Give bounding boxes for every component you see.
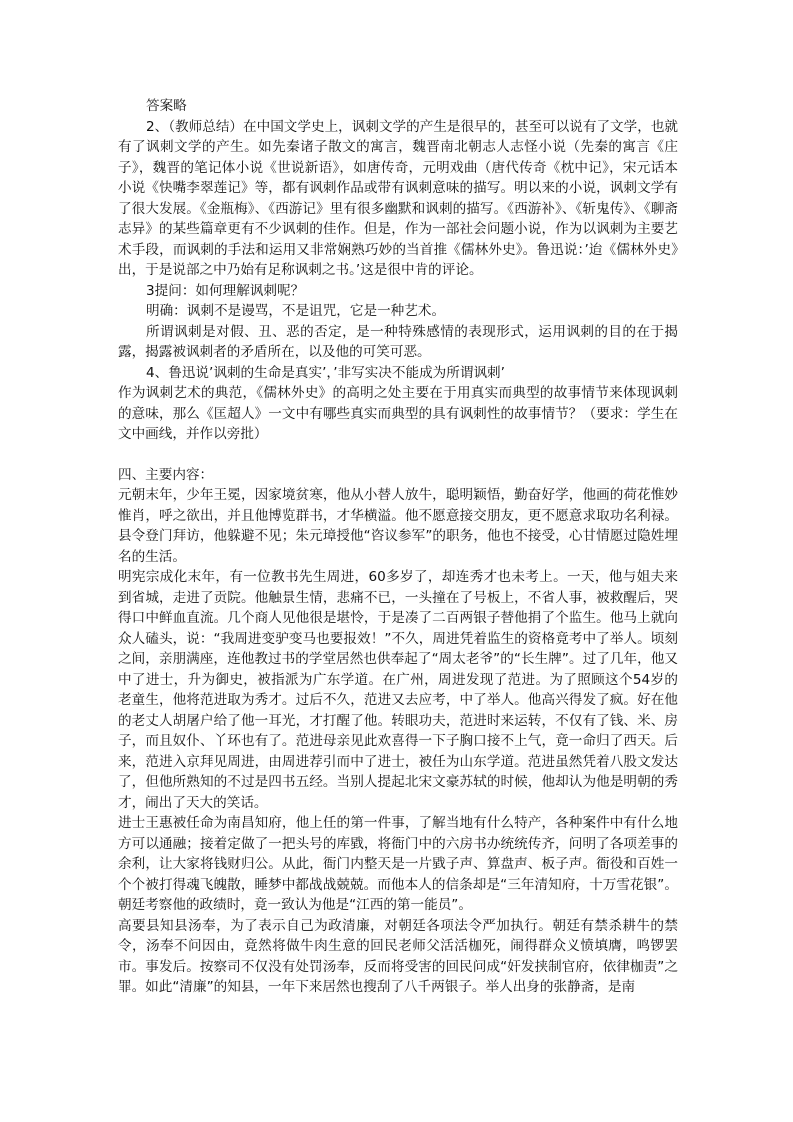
- question-3: 3提问：如何理解讽刺呢？: [146, 282, 305, 299]
- paragraph-teacher-summary: 2、（教师总结）在中国文学史上，讽刺文学的产生是很早的，甚至可以说有了文学，也就有了讽刺文学的产生。如先秦诸子散文的寓言，魏晋南北朝志人志怪小说（先秦的寓言《庄子》，魏晋的笔记体小说《世说新语》，如唐传奇，元明戏曲（唐代传奇《枕中记》，宋元话本小说《快嘴李翠莲记》等，都有讽刺作品或带有讽刺意味的描写。明以来的小说，讽刺文学有了很大发展。《金瓶梅》、《西游记》里有很多幽默和讽刺的描写。《西游补》、《斩鬼传》、《聊斋志异》的某些篇章更有不少讽刺的佳作。但是，作为一部社会问题小说，作为以讽刺为主要艺术手段，而讽刺的手法和运用又非常娴熟巧妙的当首推《儒林外史》。鲁迅说：’迨《儒林外史》出，于是说部之中乃始有足称讽刺之书。’这是很中肯的评论。: [118, 118, 679, 278]
- paragraph-satire-definition: 所谓讽刺是对假、丑、恶的否定，是一种特殊感情的表现形式，运用讽刺的目的在于揭露，揭露被讽刺者的矛盾所在，以及他的可笑可恶。: [118, 323, 678, 360]
- blank-line: [118, 445, 678, 465]
- answer-label: 答案略: [146, 98, 187, 114]
- document-page: [118, 96, 678, 998]
- paragraph-wang-mian: 元朝末年，少年王冕，因家境贫寒，他从小替人放牛，聪明颖悟，勤奋好学，他画的荷花惟妙惟肖，呼之欲出，并且他博览群书，才华横溢。他不愿意接交朋友，更不愿意求取功名利禄。县令登门拜访，他躲避不见；朱元璋授他“咨议参军”的职务，他也不接受，心甘情愿过隐姓埋名的生活。: [118, 487, 678, 565]
- question-4: 4、鲁迅说’讽刺的生命是真实’，’非写实决不能成为所谓讽刺’: [146, 364, 505, 381]
- question-3-answer: 明确：讽刺不是谩骂，不是诅咒，它是一种艺术。: [146, 303, 446, 319]
- paragraph-question-4-task: 作为讽刺艺术的典范，《儒林外史》的高明之处主要在于用真实而典型的故事情节来体现讽刺的意味，那么《匡超人》一文中有哪些真实而典型的具有讽刺性的故事情节？（要求：学生在文中画线，并作以旁批）: [118, 385, 678, 442]
- paragraph-zhou-jin: 明宪宗成化末年，有一位教书先生周进，60多岁了，却连秀才也未考上。一天，他与姐夫来到省城，走进了贡院。他触景生情，悲痛不已，一头撞在了号板上，不省人事，被救醒后，哭得口中鲜血直流。几个商人见他很是堪怜，于是凑了二百两银子替他捐了个监生。他马上就向众人磕头，说：“我周进变驴变马也要报效！”不久，周进凭着监生的资格竟考中了举人。顷刻之间，亲朋满座，连他教过书的学堂居然也供奉起了“周太老爷”的“长生牌”。过了几年，他又中了进士，升为御史，被指派为广东学道。在广州，周进发现了范进。为了照顾这个54岁的老童生，他将范进取为秀才。过后不久，范进又去应考，中了举人。他高兴得发了疯。好在他的老丈人胡屠户给了他一耳光，才打醒了他。转眼功夫，范进时来运转，不仅有了钱、米、房子，而且奴仆、丫环也有了。范进母亲见此欢喜得一下子胸口接不上气，竟一命归了西天。后来，范进入京拜见周进，由周进荐引而中了进士，被任为山东学道。范进虽然凭着八股文发达了，但他所熟知的不过是四书五经。当别人提起北宋文豪苏轼的时候，他却认为他是明朝的秀才，闹出了天大的笑话。: [118, 569, 678, 811]
- section-4-title: 四、主要内容：: [118, 466, 214, 483]
- paragraph-tang-feng: 高要县知县汤奉，为了表示自己为政清廉，对朝廷各项法令严加执行。朝廷有禁杀耕牛的禁令，汤奉不问因由，竟然将做牛肉生意的回民老师父活活枷死，闹得群众义愤填膺，鸣锣罢市。事发后。按察司不仅没有处罚汤奉，反而将受害的回民问成“奸发挟制官府，依律枷责”之罪。如此“清廉”的知县，一年下来居然也搜刮了八千两银子。举人出身的张静斋，是南: [118, 917, 678, 995]
- paragraph-wang-hui: 进士王惠被任命为南昌知府，他上任的第一件事，了解当地有什么特产，各种案件中有什么地方可以通融；接着定做了一把头号的库戥，将衙门中的六房书办统统传齐，问明了各项差事的余利，让大家将钱财归公。从此，衙门内整天是一片戥子声、算盘声、板子声。衙役和百姓一个个被打得魂飞魄散，睡梦中都战战兢兢。而他本人的信条却是“三年清知府，十万雪花银”。朝廷考察他的政绩时，竟一致认为他是“江西的第一能员”。: [118, 815, 678, 913]
